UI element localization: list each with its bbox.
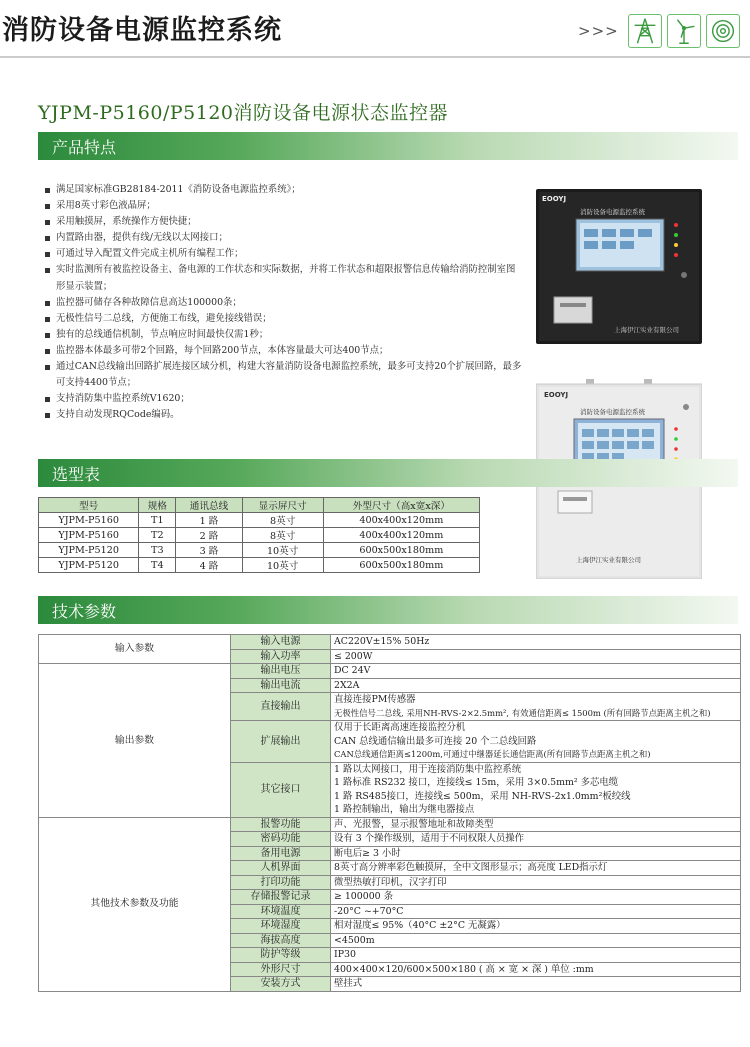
spec-value <box>331 890 741 905</box>
spec-value-line: <4500m <box>334 934 375 946</box>
section-models-label: 选型表 <box>52 465 101 484</box>
spec-value <box>331 762 741 817</box>
model-cell: T3 <box>139 543 176 558</box>
model-cell: 3 路 <box>176 543 242 558</box>
device-top-brand: EOOYJ <box>542 195 567 203</box>
spec-value-line: 1 路控制输出，输出为继电器接点 <box>334 804 475 815</box>
section-models <box>38 459 738 487</box>
product-title: YJPM-P5160/P5120消防设备电源状态监控器 <box>38 102 448 124</box>
spec-value <box>331 649 741 664</box>
spec-value <box>331 678 741 693</box>
spec-value <box>331 875 741 890</box>
spec-value <box>331 693 741 721</box>
feature-item: 通过CAN总线输出回路扩展连接区域分机，构建大容量消防设备电源监控系统，最多可支持20个扩展回路，最多可支持4400节点； <box>44 359 524 391</box>
spec-label: 其它接口 <box>231 762 331 817</box>
spec-label: 防护等级 <box>231 948 331 963</box>
spec-value-line: 8英寸高分辨率彩色触摸屏，全中文图形显示；高亮度 LED指示灯 <box>334 862 608 873</box>
model-cell: 8英寸 <box>242 528 323 543</box>
spec-value-line: 设有 3 个操作级别，适用于不同权限人员操作 <box>334 833 525 844</box>
spec-label: 输出电压 <box>231 664 331 679</box>
title-divider <box>0 56 750 58</box>
spec-value <box>331 832 741 847</box>
spec-value <box>331 664 741 679</box>
spec-value <box>331 861 741 876</box>
spec-value-line: ≤ 200W <box>334 650 373 662</box>
table-row <box>39 543 480 558</box>
spec-label: 密码功能 <box>231 832 331 847</box>
spec-value-line: 断电后≥ 3 小时 <box>334 847 401 859</box>
spec-label: 环境温度 <box>231 904 331 919</box>
spec-value-line: -20°C ~+70°C <box>334 905 404 917</box>
spec-value-line: 1 路以太网接口，用于连接消防集中监控系统 <box>334 763 522 775</box>
model-table <box>38 497 480 573</box>
model-cell: YJPM-P5160 <box>39 513 139 528</box>
spec-label: 外形尺寸 <box>231 962 331 977</box>
spec-label: 环境湿度 <box>231 919 331 934</box>
model-cell: 600x500x180mm <box>323 543 479 558</box>
feature-item: 满足国家标准GB28184-2011《消防设备电源监控系统》； <box>44 182 524 198</box>
power-tower-icon <box>628 14 662 48</box>
device-image-top <box>536 189 702 344</box>
model-header-cell: 型号 <box>39 498 139 513</box>
spec-value <box>331 635 741 650</box>
device-bottom-brand: EOOYJ <box>544 391 569 399</box>
spec-value-line: 1 路标准 RS232 接口，连接线≤ 15m，采用 3×0.5mm² 多芯电缆 <box>334 777 619 788</box>
spec-value-line: 微型热敏打印机，汉字打印 <box>334 876 447 888</box>
page-title: 消防设备电源监控系统 <box>2 15 282 46</box>
spec-label: 输入电源 <box>231 635 331 650</box>
spec-value <box>331 846 741 861</box>
spec-label: 安装方式 <box>231 977 331 992</box>
spec-value-line: 2X2A <box>334 679 360 691</box>
model-header-cell: 显示屏尺寸 <box>242 498 323 513</box>
spec-value <box>331 919 741 934</box>
spec-value-line: CAN总线通信距离≤1200m,可通过中继器延长通信距离(所有回路节点距离主机之和) <box>334 749 651 759</box>
spec-value-line: 400×400×120/600×500×180 ( 高 × 宽 × 深 ) 单位 :mm <box>334 963 594 975</box>
spec-label: 打印功能 <box>231 875 331 890</box>
feature-item: 采用触摸屏，系统操作方便快捷； <box>44 214 524 230</box>
spec-value <box>331 948 741 963</box>
spec-value-line: ≥ 100000 条 <box>334 891 393 902</box>
spec-value-line: AC220V±15% 50Hz <box>334 636 430 647</box>
spec-value-line: 1 路 RS485接口，连接线≤ 500m，采用 NH-RVS-2x1.0mm²板绞线 <box>334 790 631 802</box>
model-cell: YJPM-P5160 <box>39 528 139 543</box>
feature-item: 实时监测所有被监控设备主、备电源的工作状态和实际数据，并将工作状态和超限报警信息传输给消防控制室图形显示装置； <box>44 262 524 294</box>
spec-label: 输入功率 <box>231 649 331 664</box>
feature-item: 独有的总线通信机制，节点响应时间最快仅需1秒； <box>44 327 524 343</box>
feature-item: 采用8英寸彩色液晶屏； <box>44 198 524 214</box>
spec-category: 其他技术参数及功能 <box>39 817 231 991</box>
spec-value <box>331 977 741 992</box>
spec-value <box>331 933 741 948</box>
spec-value-line: DC 24V <box>334 665 371 676</box>
model-header-cell: 规格 <box>139 498 176 513</box>
model-cell: 2 路 <box>176 528 242 543</box>
feature-item: 监控器本体最多可带2个回路，每个回路200节点，本体容量最大可达400节点； <box>44 343 524 359</box>
section-specs <box>38 596 738 624</box>
spec-label: 扩展输出 <box>231 721 331 763</box>
spec-value-line: 相对湿度≤ 95%（40°C ±2°C 无凝露） <box>334 920 506 931</box>
section-specs-label: 技术参数 <box>52 602 117 621</box>
spec-value-line: 声、光报警，显示报警地址和故障类型 <box>334 818 494 830</box>
spec-label: 备用电源 <box>231 846 331 861</box>
model-header-cell: 通讯总线 <box>176 498 242 513</box>
model-cell: 400x400x120mm <box>323 513 479 528</box>
spec-label: 存储报警记录 <box>231 890 331 905</box>
feature-item: 支持消防集中监控系统V1620； <box>44 391 524 407</box>
spec-label: 人机界面 <box>231 861 331 876</box>
spec-value-line: 壁挂式 <box>334 978 363 989</box>
spec-value <box>331 904 741 919</box>
spec-row <box>39 664 741 679</box>
model-cell: 10英寸 <box>242 558 323 573</box>
device-top-company: 上海伊江实业有限公司 <box>614 326 679 334</box>
spec-value-line: IP30 <box>334 949 356 960</box>
device-top-panel-title: 消防设备电源监控系统 <box>580 208 645 216</box>
spec-value-line: CAN 总线通信输出最多可连接 20 个二总线回路 <box>334 735 537 747</box>
model-cell: 10英寸 <box>242 543 323 558</box>
model-cell: 600x500x180mm <box>323 558 479 573</box>
model-cell: 4 路 <box>176 558 242 573</box>
features-list <box>44 182 524 423</box>
spec-label: 报警功能 <box>231 817 331 832</box>
feature-item: 监控器可储存各种故障信息高达100000条； <box>44 295 524 311</box>
model-cell: 1 路 <box>176 513 242 528</box>
spec-label: 海拔高度 <box>231 933 331 948</box>
nav-arrows: >>> <box>578 22 619 40</box>
spec-row <box>39 817 741 832</box>
wind-turbine-icon <box>667 14 701 48</box>
model-cell: YJPM-P5120 <box>39 558 139 573</box>
device-bottom-company: 上海伊江实业有限公司 <box>576 556 641 564</box>
model-cell: 400x400x120mm <box>323 528 479 543</box>
spec-value-line: 仅用于长距离高速连接监控分机 <box>334 722 466 733</box>
spec-value-line: 无极性信号二总线, 采用NH-RVS-2×2.5mm², 有效通信距离≤ 1500m (所有回路节点距离主机之和) <box>334 707 711 718</box>
table-row <box>39 558 480 573</box>
spec-category: 输入参数 <box>39 635 231 664</box>
device-bottom-panel-title: 消防设备电源监控系统 <box>580 408 645 416</box>
spec-table <box>38 634 741 992</box>
spec-category: 输出参数 <box>39 664 231 818</box>
model-cell: T2 <box>139 528 176 543</box>
spec-row <box>39 635 741 650</box>
model-cell: T4 <box>139 558 176 573</box>
feature-item: 可通过导入配置文件完成主机所有编程工作； <box>44 246 524 262</box>
model-cell: 8英寸 <box>242 513 323 528</box>
feature-item: 支持自动发现RQCode编码。 <box>44 407 524 423</box>
spec-value <box>331 962 741 977</box>
table-row <box>39 528 480 543</box>
feature-item: 无极性信号二总线，方便施工布线，避免接线错误； <box>44 311 524 327</box>
section-features-label: 产品特点 <box>52 138 117 157</box>
spec-label: 直接输出 <box>231 693 331 721</box>
section-features <box>38 132 738 160</box>
spec-value <box>331 721 741 763</box>
model-cell: YJPM-P5120 <box>39 543 139 558</box>
spec-label: 输出电流 <box>231 678 331 693</box>
target-icon <box>706 14 740 48</box>
table-row <box>39 513 480 528</box>
feature-item: 内置路由器，提供有线/无线以太网接口； <box>44 230 524 246</box>
spec-value <box>331 817 741 832</box>
model-header-cell: 外型尺寸（高x宽x深） <box>323 498 479 513</box>
spec-value-line: 直接连接PM传感器 <box>334 694 416 705</box>
model-cell: T1 <box>139 513 176 528</box>
